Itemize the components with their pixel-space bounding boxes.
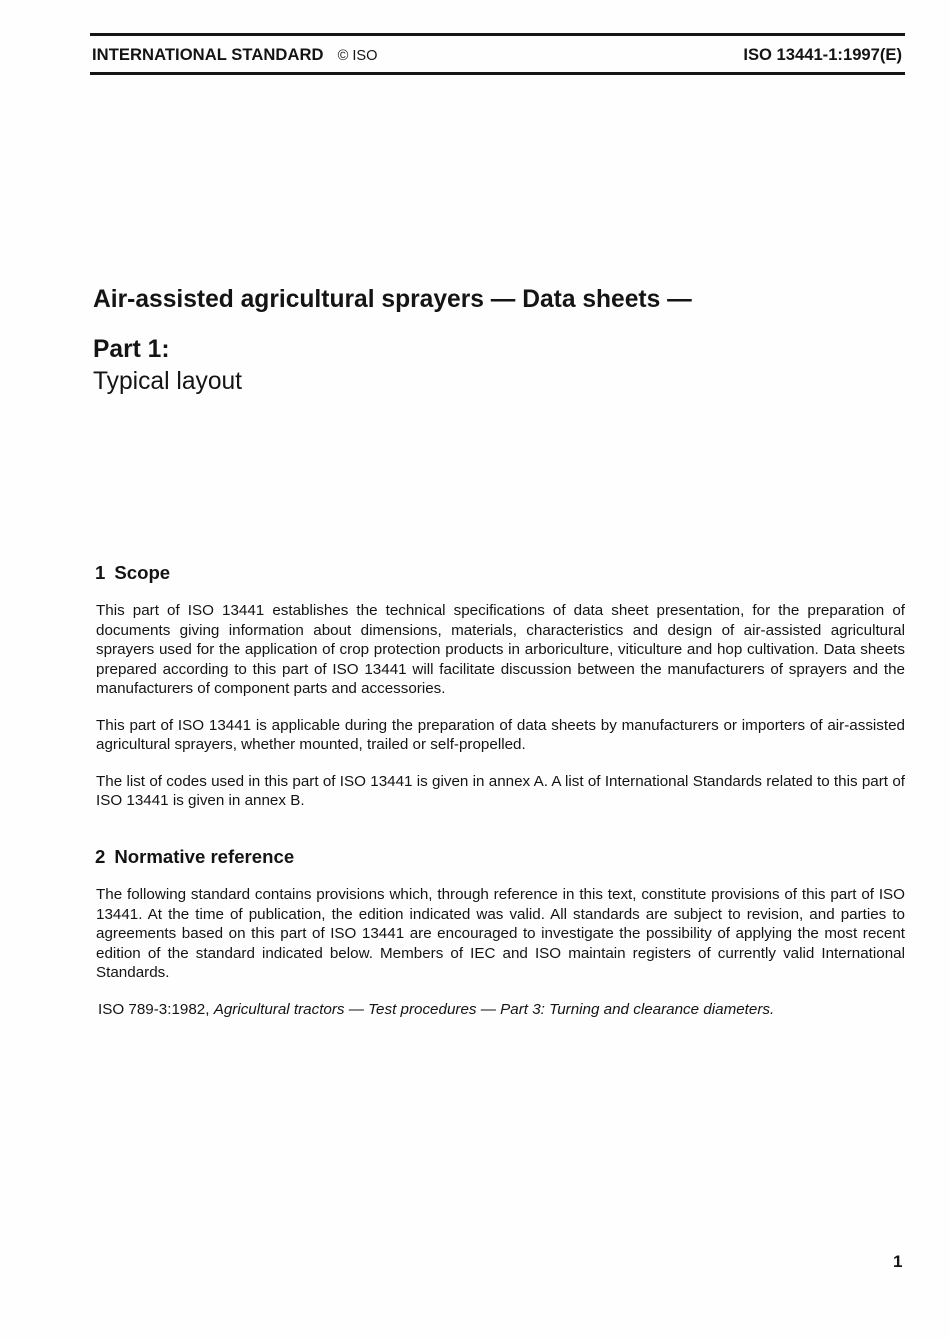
paragraph: This part of ISO 13441 establishes the technical specifications of data sheet presentation, for the preparation of documents giving information about dimensions, materials, characteristics and design of air-assisted agricultural sprayers used for the application of crop protection products in arboriculture, viticulture and hop cultivation. Data sheets prepared according to this part of ISO 13441 will facilitate discussion between the manufacturers of sprayers and the manufacturers of component parts and accessories. xyxy=(96,602,905,697)
header-top-rule xyxy=(90,33,905,36)
part-label: Part 1: xyxy=(93,336,170,363)
section-heading xyxy=(95,562,905,584)
header-left xyxy=(92,45,378,66)
section-number: 2 xyxy=(95,846,106,867)
copyright-notice: © ISO xyxy=(337,47,378,64)
part-subtitle: Typical layout xyxy=(93,368,243,395)
section-heading xyxy=(95,846,905,868)
section-number: 1 xyxy=(95,562,106,583)
paragraph: This part of ISO 13441 is applicable during the preparation of data sheets by manufacturers or importers of air-assisted agricultural sprayers, whether mounted, trailed or self-propelled. xyxy=(96,716,905,753)
paragraph: The following standard contains provisions which, through reference in this text, constitute provisions of this part of ISO 13441. At the time of publication, the edition indicated was valid. All standards are subject to revision, and parties to agreements based on this part of ISO 13441 are encouraged to investigate the possibility of applying the most recent edition of the standard indicated below. Members of IEC and ISO maintain registers of currently valid International Standards. xyxy=(96,886,905,981)
document-number: ISO 13441-1:1997(E) xyxy=(743,45,902,64)
section-title: Scope xyxy=(114,562,171,583)
section-normative-reference xyxy=(95,846,905,1019)
standard-type-label: INTERNATIONAL STANDARD xyxy=(92,44,324,64)
section-title: Normative reference xyxy=(114,846,295,867)
header-bottom-rule xyxy=(90,72,905,75)
reference-title: Agricultural tractors — Test procedures — Part 3: Turning and clearance diameters. xyxy=(213,1000,775,1018)
running-header xyxy=(92,45,902,65)
reference-designation: ISO 789-3:1982, xyxy=(98,1000,210,1018)
page-number: 1 xyxy=(893,1252,903,1271)
normative-reference-entry xyxy=(98,1000,905,1020)
paragraph: The list of codes used in this part of ISO 13441 is given in annex A. A list of International Standards related to this part of ISO 13441 is given in annex B. xyxy=(96,772,905,809)
document-title: Air-assisted agricultural sprayers — Data sheets — xyxy=(93,286,692,313)
section-scope xyxy=(95,562,905,828)
